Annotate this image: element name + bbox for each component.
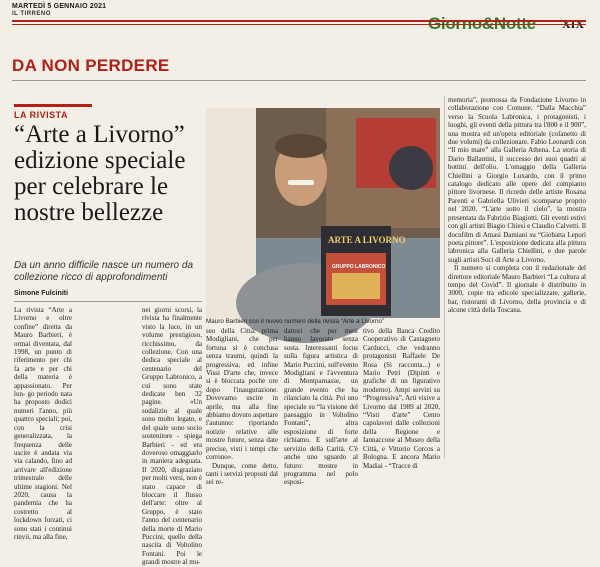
kicker-rule (14, 104, 92, 107)
article-column-4: dattori che per mesi hanno lavorato senza sosta. Interessanti focus sulla figura artistica di Mario Puccini, sull'evento Modigliani e l'avventura di Montparnasse, un grande evento che ha rilanciato la città. Poi uno speciale su “la visione del paesaggio in Voltolino Fontani”, altra esposizione di forte richiamo. E sull'arte al servizio della Carità. C'è anche uno sguardo al futuro: mostre in programma nel polo esposi- (284, 327, 358, 487)
article-column-2: nei giorni scorsi, la rivista ha finalmente visto la luce, in un volume prestigioso, ricchissimo, da collezione. Con una dedica speciale al centenario del Gruppo Labronico, a cui sono state dedicate ben 32 pagine. «Un sodalizio al quale sono molto legato, e del quale sono socio sostenitore - spiega Barbieri - ed era doveroso omaggiarlo in maniera adeguata. Il 2020, disgraziato per molti versi, non è stato capace di bloccare il flusso dell'arte: oltre al Gruppo, è stato l'anno del centenario della morte di Mario Puccini, quello della nascita di Voltolino Fontani. Poi le grandi mostre al mu- (142, 306, 202, 567)
header-rule (12, 20, 586, 22)
column-6-continued: Il numero si completa con il redazionale del direttore editoriale Mauro Barbieri “La cultura al tempo del Covid”. Il giornale è distribuito in 3000, copie tra edicole specializzate, gallerie, bar, ristoranti di Livorno, della provincia e di alcune città della Toscana. (448, 264, 586, 315)
column-6-text: memoria”, promossa da Fondazione Livorno in collaborazione con Comune. “Dalla Macchia” verso la Scuola Labronica, i protagonisti, i luoghi, gli eventi della pittura tra l'800 e il 900”, una mostra ed un'opera editoriale (cofanetto di due volumi) da collezionare. Fabio Leonardi con “Il mio mare” alla Galleria Athena. La storia di Dario Ballantini, il successo dei suoi quadri ai bottini dell'olio. L'omaggio della Galleria Chiellini a Giorgio Luxardo, con il primo catalogo dedicato alle opere del compianto pittore livornese. Il ricordo delle artiste Rosana Parenti e Gabriella Ulivieri scomparse proprio nel 2020. “L'arte sotto il cielo”, la mostra presentata da Fabrizio Biagiotti. Gli eventi estivi con gli artisti Biagio Chiesi e Claudio Calvetti. Il docufilm di Amasi Damiani su “Giobatta Leporì poeta pittore”. L'esposizione dedicata alla pittura labronica alla Galleria Chiellini, e due parole sugli artisti Soci di Arte a Livorno. (448, 96, 586, 264)
article-column-5: tivo della Banca Credito Cooperativo di Castagneto Carducci, che vedranno protagonisti Raffaele De Rosa (Si racconta...) e Mario Petri (Dipinti e grafiche di un figurativo moderno). Ampi servizi su “Progressiva”, Arti visive a Livorno dal 1989 al 2020, “Visti d'arte” Cento capolavori dalle collezioni della Regione e Iannaccone al Museo della Città, e Vittorio Corcos a Bologna. E ancora Mario Madiai - “Tracce di (363, 327, 440, 470)
section-title: DA NON PERDERE (12, 56, 170, 75)
article-summary: Da un anno difficile nasce un numero da collezione ricco di approfondimenti (14, 260, 194, 283)
issue-date: MARTEDÌ 5 GENNAIO 2021 (12, 3, 107, 10)
section-divider (12, 80, 586, 81)
column-divider (444, 96, 445, 458)
article-column-1b (78, 306, 136, 458)
article-column-3 (206, 327, 278, 487)
photo-illustration (206, 108, 440, 318)
column-3-text: seo della Città: prima Modigliani, che per fortuna si è conclusa senza traumi, quindi la progressiva, ed infine Vissi D'arte che, invece si è bloccata poche ore dopo l'inaugurazione. Dovevamo uscire in aprile, ma alla fine abbiamo dovuto aspettare l'autunno: riportando notizie relative alle mostre future, senza date precise, visti i tempi che corrono». (206, 327, 278, 462)
newspaper-name: IL TIRRENO (12, 11, 51, 17)
photo-caption: Mauro Barbieri con il nuovo numero della rivista “Arte a Livorno” (206, 318, 385, 325)
article-column-1: La rivista “Arte a Livorno e oltre confine” diretta da Mauro Barbieri, è ormai diventata, dal 1998, un punto di riferimento per chi fa arte e per chi della materia è appassionato. Per lun- go periodo nata ha proposto dodici numeri l'anno, più quattro speciali; poi, con la crisi generalizzata, la frequenza delle uscite è andata via via calando, fino ad arrivare all'edizione trimestrale delle ultime stagioni. Nel 2020, causa la pandemia che ha costretto al lockdown forzati, ci sono stati i continui rinvii, ma alla fine, (14, 306, 72, 541)
article-headline: “Arte a Livorno” edizione speciale per celebrare le nostre bellezze (14, 121, 186, 226)
article-column-6 (448, 96, 586, 458)
article-photo (206, 108, 440, 318)
byline-divider (14, 301, 202, 302)
section-masthead: Giorno&Notte (428, 14, 536, 33)
article-byline: Simone Fulciniti (14, 290, 69, 297)
header-rule-thin (12, 24, 586, 25)
magazine-cover-subtitle: GRUPPO LABRONICO (332, 264, 386, 270)
magazine-cover-title: ARTE A LIVORNO (328, 235, 406, 245)
column-3-continued: Dunque, come detto, tanti i servizi proposti dal sei re- (206, 461, 278, 487)
page-number: XIX (562, 17, 585, 31)
article-kicker: LA RIVISTA (14, 110, 68, 120)
